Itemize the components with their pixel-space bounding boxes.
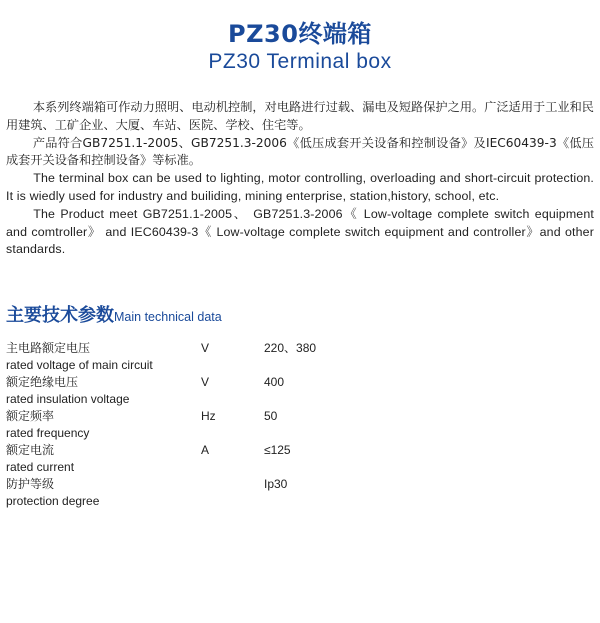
spec-label-en: rated voltage of main circuit xyxy=(6,358,153,372)
spec-label-en: rated frequency xyxy=(6,426,90,440)
spec-label-cn: 额定绝缘电压 xyxy=(6,375,79,389)
intro-paragraph-cn-usage: 本系列终端箱可作动力照明、电动机控制，对电路进行过载、漏电及短路保护之用。广泛适用于工业和民用建筑、工矿企业、大厦、车站、医院、学校、住宅等。 xyxy=(6,100,594,132)
spec-label-en: protection degree xyxy=(6,494,100,508)
intro-text xyxy=(6,99,594,259)
spec-row xyxy=(6,442,596,476)
spec-value: ≤125 xyxy=(264,443,291,457)
section-heading xyxy=(6,301,222,327)
spec-unit: V xyxy=(201,375,210,389)
spec-unit: A xyxy=(201,443,210,457)
section-title-cn: 主要技术参数 xyxy=(6,305,114,326)
spec-value: 220、380 xyxy=(264,341,317,355)
spec-table xyxy=(6,340,596,510)
spec-row xyxy=(6,476,596,510)
spec-label-en: rated insulation voltage xyxy=(6,392,130,406)
spec-value: 50 xyxy=(264,409,278,423)
spec-value: 400 xyxy=(264,375,285,389)
spec-label-cn: 额定频率 xyxy=(6,409,55,423)
spec-row xyxy=(6,340,596,374)
page-title-en: PZ30 Terminal box xyxy=(208,50,392,73)
spec-label-en: rated current xyxy=(6,460,75,474)
intro-paragraph-en-standards: The Product meet GB7251.1-2005、 GB7251.3-2006《 Low-voltage complete switch equipment and comtroller》 and IEC60439-3《 Low-voltage complete switch equipment and controller》and other standards. xyxy=(6,206,594,257)
spec-unit: V xyxy=(201,341,210,355)
intro-paragraph-cn-standards: 产品符合GB7251.1-2005、GB7251.3-2006《低压成套开关设备和控制设备》及IEC60439-3《低压成套开关设备和控制设备》等标准。 xyxy=(6,135,594,168)
spec-value: Ip30 xyxy=(264,477,288,491)
spec-unit: Hz xyxy=(201,409,216,423)
spec-row xyxy=(6,408,596,442)
spec-row xyxy=(6,374,596,408)
page-title-cn: PZ30终端箱 xyxy=(228,20,372,48)
intro-paragraph-en-usage: The terminal box can be used to lighting, motor controlling, overloading and short-circuit protection. It is wiedly used for industry and builiding, mining enterprise, station,history, school, etc. xyxy=(6,171,594,203)
spec-label-cn: 额定电流 xyxy=(6,443,55,457)
spec-label-cn: 主电路额定电压 xyxy=(6,341,91,355)
spec-label-cn: 防护等级 xyxy=(6,477,55,491)
section-title-en: Main technical data xyxy=(114,310,222,324)
